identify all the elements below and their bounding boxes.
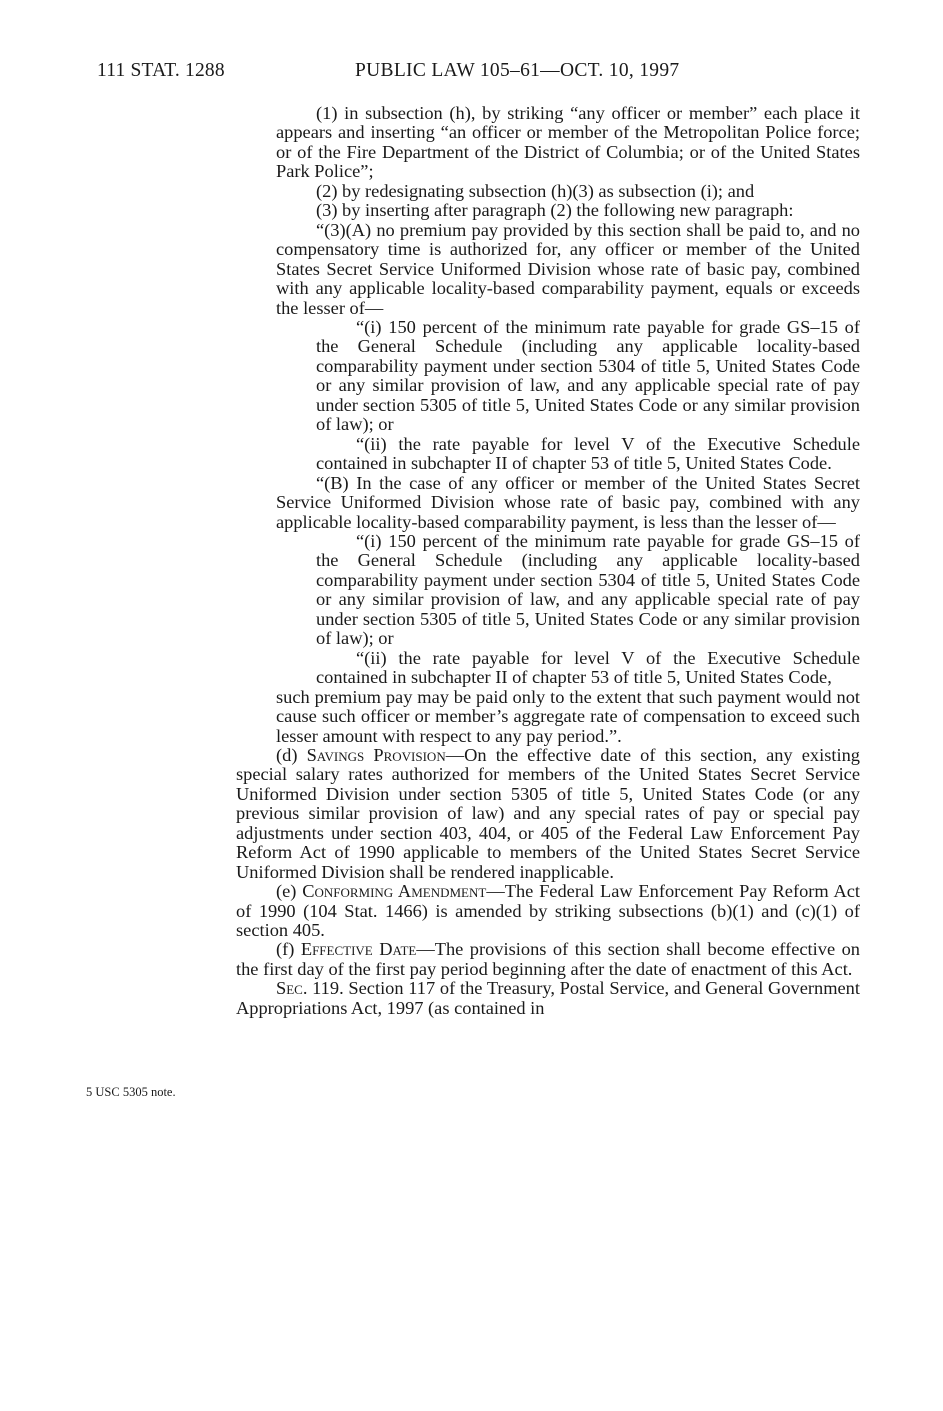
section-d [236, 746, 860, 882]
clause-b-ii: “(ii) the rate payable for level V of the Executive Schedule contained in subchapter II of chapter 53 of title 5, United States Code, [316, 647, 860, 688]
section-d-heading: Savings Provision [306, 744, 446, 765]
paragraph-3-b-flush: such premium pay may be paid only to the extent that such payment would not cause such officer or member’s aggregate rate of compensation to exceed such lesser amount with respect to any pay period.”. [276, 686, 860, 746]
margin-note: 5 USC 5305 note. [86, 1085, 176, 1099]
law-text-body [236, 104, 860, 1018]
section-d-text: —On the effective date of this section, any existing special salary rates authorized for members of the United States Secret Service Uniformed Division under section 5305 of title 5, United States Code (or any previous similar provision of law) and any special rates of pay or special pay adjustments under section 403, 404, or 405 of the Federal Law Enforcement Pay Reform Act of 1990 applicable to members of the United States Secret Service Uniformed Division shall be rendered inapplicable. [236, 744, 860, 882]
paragraph-3: (3) by inserting after paragraph (2) the following new paragraph: [316, 200, 794, 221]
page-citation: 111 STAT. 1288 [97, 60, 225, 81]
clause-a-ii: “(ii) the rate payable for level V of the Executive Schedule contained in subchapter II of chapter 53 of title 5, United States Code. [316, 433, 860, 474]
section-f-heading: Effective Date [300, 939, 417, 960]
page-header-title: PUBLIC LAW 105–61—OCT. 10, 1997 [355, 60, 680, 81]
section-e-heading: Conforming Amendment [302, 881, 487, 902]
section-119-label: Sec. 119. [276, 978, 344, 999]
section-119-text: Section 117 of the Treasury, Postal Service, and General Government Appropriations Act, 1997 (as contained in [236, 978, 860, 1018]
section-f [236, 940, 860, 979]
clause-b-i: “(i) 150 percent of the minimum rate payable for grade GS–15 of the General Schedule (including any applicable locality-based comparability payment under section 5304 of title 5, United States Code or any similar provision of law, and any applicable special rate of pay under section 5305 of title 5, United States Code or any similar provision of law); or [316, 530, 860, 649]
clause-a-i: “(i) 150 percent of the minimum rate payable for grade GS–15 of the General Schedule (including any applicable locality-based comparability payment under section 5304 of title 5, United States Code or any similar provision of law, and any applicable special rate of pay under section 5305 of title 5, United States Code or any similar provision of law); or [316, 316, 860, 435]
section-e-label: (e) [276, 881, 303, 902]
paragraph-3-b: “(B) In the case of any officer or member of the United States Secret Service Uniformed Division whose rate of basic pay, combined with any applicable locality-based comparability payment, is less than the lesser of— [276, 472, 860, 532]
paragraph-1: (1) in subsection (h), by striking “any officer or member” each place it appears and inserting “an officer or member of the Metropolitan Police force; or of the Fire Department of the District of Columbia; or of the United States Park Police”; [276, 103, 860, 182]
section-d-label: (d) [276, 744, 307, 765]
section-119 [236, 979, 860, 1018]
paragraph-3-a: “(3)(A) no premium pay provided by this section shall be paid to, and no compensatory time is authorized for, any officer or member of the United States Secret Service Uniformed Division whose rate of basic pay, combined with any applicable locality-based comparability payment, equals or exceeds the lesser of— [276, 219, 860, 318]
section-e [236, 882, 860, 940]
section-f-label: (f) [276, 939, 301, 960]
section-f-text: —The provisions of this section shall become effective on the first day of the first pay period beginning after the date of enactment of this Act. [236, 939, 860, 979]
paragraph-2: (2) by redesignating subsection (h)(3) as subsection (i); and [316, 180, 755, 201]
section-e-text: —The Federal Law Enforcement Pay Reform Act of 1990 (104 Stat. 1466) is amended by striking subsections (b)(1) and (c)(1) of section 405. [236, 881, 860, 941]
